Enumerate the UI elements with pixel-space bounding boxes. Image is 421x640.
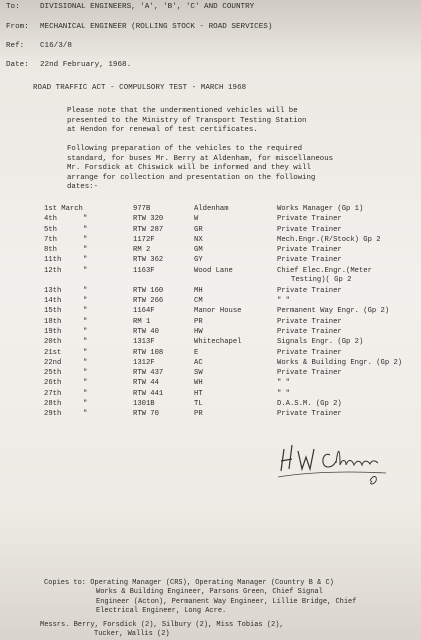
schedule-ditto: " bbox=[83, 246, 88, 255]
from-line bbox=[6, 22, 272, 32]
messrs-block bbox=[40, 621, 284, 639]
schedule-date: 19th bbox=[44, 327, 62, 336]
schedule-date: 11th bbox=[44, 256, 62, 265]
from-label: From: bbox=[6, 23, 29, 31]
schedule-assigned-to: Signals Engr. (Gp 2) bbox=[277, 338, 364, 347]
paragraph-line: at Hendon for renewal of test certificates. bbox=[67, 126, 258, 135]
schedule-assigned-to: Private Trainer bbox=[277, 410, 342, 419]
schedule-date: 13th bbox=[44, 286, 62, 295]
schedule-ditto: " bbox=[83, 410, 88, 419]
schedule-date: 12th bbox=[44, 266, 62, 275]
paragraph-line: Following preparation of the vehicles to the required bbox=[67, 145, 303, 153]
schedule-date: 15th bbox=[44, 307, 62, 316]
schedule-assigned-to: Private Trainer bbox=[277, 348, 342, 357]
schedule-garage: E bbox=[194, 348, 199, 357]
schedule-date: 29th bbox=[44, 410, 62, 419]
schedule-date: 5th bbox=[44, 225, 57, 234]
schedule-vehicle-reg: RTW 362 bbox=[133, 256, 164, 265]
schedule-vehicle-reg: RTW 44 bbox=[133, 379, 159, 388]
paragraph-line: Please note that the undermentioned vehicles will be bbox=[67, 107, 298, 115]
schedule-garage: MH bbox=[194, 286, 203, 295]
schedule-ditto: " bbox=[83, 235, 88, 244]
schedule-ditto: " bbox=[83, 307, 88, 316]
schedule-vehicle-reg: 1172F bbox=[133, 235, 155, 244]
schedule-ditto: " bbox=[83, 266, 88, 275]
schedule-date: 4th bbox=[44, 215, 57, 224]
schedule-assigned-to: Permanent Way Engr. (Gp 2) bbox=[277, 307, 390, 316]
schedule-garage: HW bbox=[194, 327, 203, 336]
schedule-vehicle-reg: 1312F bbox=[133, 358, 155, 367]
paragraph-line: presented to the Ministry of Transport Testing Station bbox=[67, 116, 307, 125]
schedule-assigned-to: " " bbox=[277, 389, 290, 398]
paragraph-line: Mr. Forsdick at Chiswick will be informed and they will bbox=[67, 164, 311, 173]
schedule-vehicle-reg: RTW 160 bbox=[133, 286, 164, 295]
schedule-garage: HT bbox=[194, 389, 203, 398]
schedule-assigned-to: Private Trainer bbox=[277, 327, 342, 336]
schedule-vehicle-reg: 1163F bbox=[133, 266, 155, 275]
schedule-garage: SW bbox=[194, 369, 203, 378]
schedule-assigned-to: Private Trainer bbox=[277, 317, 342, 326]
messrs-line: Tucker, Wallis (2) bbox=[94, 630, 170, 639]
schedule-date: 28th bbox=[44, 400, 62, 409]
schedule-ditto: " bbox=[83, 379, 88, 388]
paragraph-notice bbox=[67, 107, 387, 136]
date-label: Date: bbox=[6, 61, 29, 69]
schedule-vehicle-reg: RTW 287 bbox=[133, 225, 164, 234]
schedule-date: 18th bbox=[44, 317, 62, 326]
schedule-assigned-to: Private Trainer bbox=[277, 246, 342, 255]
schedule-vehicle-reg: 1164F bbox=[133, 307, 155, 316]
schedule-assigned-to: Private Trainer bbox=[277, 256, 342, 265]
copies-line: Electrical Engineer, Long Acre. bbox=[96, 607, 227, 616]
schedule-ditto: " bbox=[83, 348, 88, 357]
copies-to-block bbox=[44, 579, 356, 617]
schedule-ditto: " bbox=[83, 400, 88, 409]
copies-line: Works & Building Engineer, Parsons Green, Chief Signal bbox=[96, 588, 323, 597]
schedule-date: 25th bbox=[44, 369, 62, 378]
schedule-garage: W bbox=[194, 215, 199, 224]
from-value: MECHANICAL ENGINEER (ROLLING STOCK - ROAD SERVICES) bbox=[40, 23, 273, 31]
schedule-vehicle-reg: RTW 320 bbox=[133, 215, 164, 224]
ref-label: Ref: bbox=[6, 42, 25, 50]
schedule-vehicle-reg: RTW 441 bbox=[133, 389, 164, 398]
schedule-assigned-to: Works Manager (Gp 1) bbox=[277, 205, 364, 213]
schedule-vehicle-reg: RTW 437 bbox=[133, 369, 164, 378]
schedule-vehicle-reg: RM 2 bbox=[133, 246, 151, 255]
schedule-assigned-to: " " bbox=[277, 379, 290, 388]
schedule-date: 22nd bbox=[44, 358, 62, 367]
schedule-ditto: " bbox=[83, 286, 88, 295]
schedule-ditto: " bbox=[83, 256, 88, 265]
schedule-assigned-to: " " bbox=[277, 297, 290, 306]
to-value: DIVISIONAL ENGINEERS, 'A', 'B', 'C' AND COUNTRY bbox=[40, 3, 255, 11]
schedule-garage: GY bbox=[194, 256, 203, 265]
schedule-assigned-to: Works & Building Engr. (Gp 2) bbox=[277, 358, 403, 367]
messrs-line: Messrs. Berry, Forsdick (2), Silbury (2), Miss Tobias (2), bbox=[40, 621, 284, 629]
schedule-date: 26th bbox=[44, 379, 62, 388]
handwritten-signature bbox=[278, 437, 398, 487]
schedule-garage: Manor House bbox=[194, 307, 242, 316]
to-line bbox=[6, 2, 254, 12]
schedule-vehicle-reg: RTW 40 bbox=[133, 327, 159, 336]
schedule-ditto: " bbox=[83, 225, 88, 234]
schedule-assigned-to: Private Trainer bbox=[277, 286, 342, 295]
schedule-garage: Whitechapel bbox=[194, 338, 242, 347]
schedule-ditto: " bbox=[83, 297, 88, 306]
schedule-garage: Aldenham bbox=[194, 205, 229, 213]
schedule-vehicle-reg: 1313F bbox=[133, 338, 155, 347]
schedule-vehicle-reg: RM 1 bbox=[133, 317, 151, 326]
schedule-assigned-to: D.A.S.M. (Gp 2) bbox=[277, 400, 342, 409]
schedule-assigned-to: Chief Elec.Engr.(Meter bbox=[277, 266, 372, 275]
date-value: 22nd February, 1968. bbox=[40, 61, 132, 69]
schedule-garage: PR bbox=[194, 410, 203, 419]
schedule-garage: NX bbox=[194, 235, 203, 244]
schedule-ditto: " bbox=[83, 215, 88, 224]
to-label: To: bbox=[6, 3, 20, 11]
schedule-ditto: " bbox=[83, 369, 88, 378]
schedule-garage: TL bbox=[194, 400, 203, 409]
subject-heading: ROAD TRAFFIC ACT - COMPULSORY TEST - MARCH 1968 bbox=[33, 84, 247, 92]
schedule-assigned-to: Private Trainer bbox=[277, 225, 342, 234]
schedule-garage: CM bbox=[194, 297, 203, 306]
ref-line bbox=[6, 41, 72, 51]
schedule-vehicle-reg: RTW 70 bbox=[133, 410, 159, 419]
schedule-assigned-to-cont: Testing)( Gp 2 bbox=[291, 275, 352, 284]
schedule-garage: AC bbox=[194, 358, 203, 367]
schedule-ditto: " bbox=[83, 327, 88, 336]
schedule-vehicle-reg: 977B bbox=[133, 205, 151, 213]
schedule-ditto: " bbox=[83, 389, 88, 398]
schedule-vehicle-reg: 1301B bbox=[133, 400, 155, 409]
schedule-date: 21st bbox=[44, 348, 62, 357]
schedule-date: 27th bbox=[44, 389, 62, 398]
schedule-garage: PR bbox=[194, 317, 203, 326]
schedule-ditto: " bbox=[83, 338, 88, 347]
schedule-date: 8th bbox=[44, 246, 57, 255]
schedule-ditto: " bbox=[83, 317, 88, 326]
schedule-vehicle-reg: RTW 266 bbox=[133, 297, 164, 306]
copies-line: Engineer (Acton), Permanent Way Engineer, Lillie Bridge, Chief bbox=[96, 597, 357, 606]
schedule-date: 1st March bbox=[44, 205, 83, 213]
schedule-date: 14th bbox=[44, 297, 62, 306]
schedule-date: 7th bbox=[44, 235, 57, 244]
schedule-garage: WH bbox=[194, 379, 203, 388]
paragraph-line: dates:- bbox=[67, 183, 99, 192]
schedule-assigned-to: Mech.Engr.(R/Stock) Gp 2 bbox=[277, 235, 381, 244]
schedule-assigned-to: Private Trainer bbox=[277, 215, 342, 224]
schedule-assigned-to: Private Trainer bbox=[277, 369, 342, 378]
date-line bbox=[6, 60, 131, 70]
paragraph-line: arrange for collection and presentation on the following bbox=[67, 173, 316, 182]
paragraph-arrangements bbox=[67, 145, 387, 193]
copies-line: Copies to: Operating Manager (CRS), Operating Manager (Country B & C) bbox=[44, 579, 334, 587]
schedule-garage: GR bbox=[194, 225, 203, 234]
paragraph-line: standard, for buses Mr. Berry at Aldenham, for miscellaneous bbox=[67, 154, 334, 163]
schedule-garage: Wood Lane bbox=[194, 266, 233, 275]
schedule-vehicle-reg: RTW 108 bbox=[133, 348, 164, 357]
ref-value: C16/3/8 bbox=[40, 42, 72, 50]
schedule-ditto: " bbox=[83, 358, 88, 367]
schedule-date: 20th bbox=[44, 338, 62, 347]
schedule-garage: GM bbox=[194, 246, 203, 255]
